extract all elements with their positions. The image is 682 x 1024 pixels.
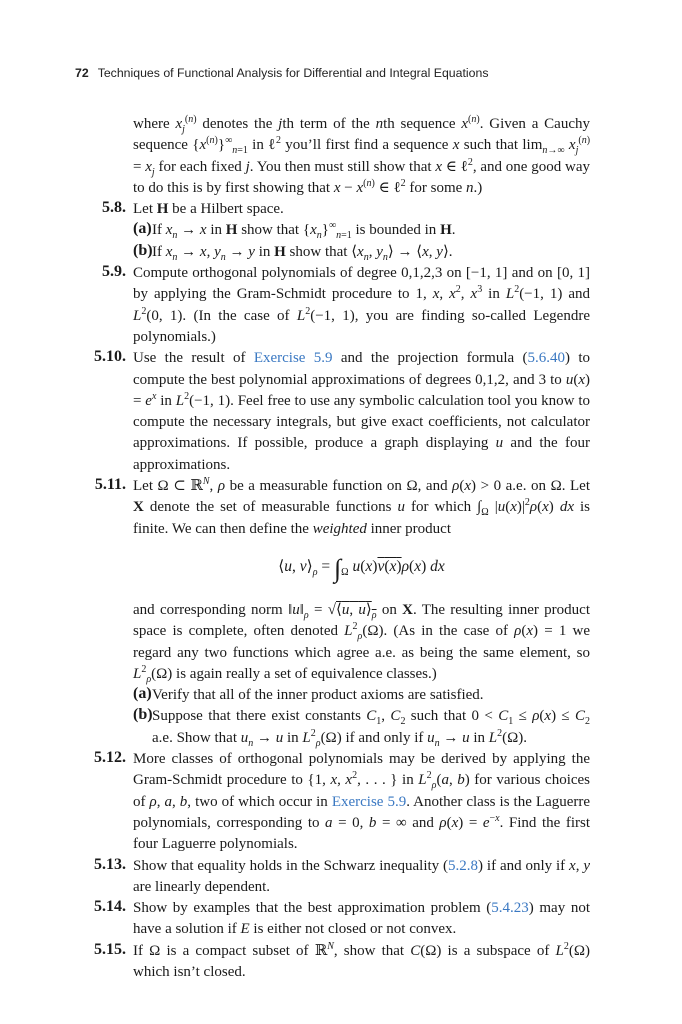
exercise-5-11-continued: and corresponding norm $‖u‖_\rho$ = √⟨u, $u⟩_\rho$ on X. The resulting inner product space is complete, often denoted $L^2_\rho(\Omega)$. (As in the case of ρ(x) = 1 we regard any two functions which agree a.e. as being the same element, so $L^2_\rho(\Omega)$ is again really a set of equivalence classes.) (a) Verify that all of the inner product axioms are satisfied. (b) Suppose that there exist constants $C_1$, $C_2$ such that $0 < C_1 \le \rho(x) \le C_2$ a.e. Show that $u_n \to u$ in $L^2_\rho(\Omega)$ if and only if $u_n \to u$ in $L^2(\Omega)$. (133, 601, 591, 749)
exercise-5-9 (86, 263, 590, 348)
exercise-text: If Ω is a compact subset of ℝ$^N$, show that C(Ω) is a subspace of $L^2(\Omega)$ which isn’t closed. (133, 940, 590, 980)
exercise-link[interactable]: Exercise 5.9 (253, 350, 333, 367)
equation-link[interactable]: 5.4.23 (491, 900, 529, 917)
exercise-text: Let H be a Hilbert space. (133, 201, 284, 218)
exercise-text: Show by examples that the best approximation problem (5.4.23) may not have a solution if E is either not closed or not convex. (133, 900, 591, 938)
exercise-5-12 (86, 749, 590, 855)
exercise-part-b: (b) Suppose that there exist constants $C_1$, $C_2$ such that $0 < C_1 \le \rho(x) \le C_2$ a.e. Show that $u_n \to u$ in $L^2_\rho(\Omega)$ if and only if $u_n \to u$ in $L^2(\Omega)$. (133, 706, 591, 749)
exercise-part-a: (a) If $x_n \to x$ in H show that $\{x_n\}^\infty_{n=1}$ is bounded in H. (133, 220, 456, 242)
exercise-text: Show that equality holds in the Schwarz inequality (5.2.8) if and only if x, y are linearly dependent. (133, 857, 590, 895)
exercise-text: Let Ω ⊂ ℝ$^N$, ρ be a measurable function on Ω, and ρ(x) > 0 a.e. on Ω. Let X denote the set of measurable functions u for which $\int_\Omega$ $|u(x)|^2\rho(x)$ dx is finite. We can then define the weighted inner product (133, 476, 591, 537)
exercise-5-10 (86, 348, 590, 476)
equation-link[interactable]: 5.6.40 (527, 350, 565, 367)
part-label: (b) (133, 241, 153, 259)
exercise-link[interactable]: Exercise 5.9 (331, 793, 407, 810)
book-title: Techniques of Functional Analysis for Differential and Integral Equations (97, 66, 489, 80)
exercise-part-b: (b) If $x_n \to x$, $y_n \to y$ in H show that $⟨x_n$, $y_n⟩$ → ⟨x, y⟩. (133, 241, 453, 263)
exercise-number: 5.10. (94, 348, 126, 366)
exercise-number: 5.9. (102, 263, 126, 281)
part-label: (a) (133, 220, 152, 238)
running-head (75, 66, 488, 80)
exercise-part-a: (a) Verify that all of the inner product axioms are satisfied. (133, 685, 484, 704)
exercise-number: 5.14. (94, 898, 126, 916)
part-label: (b) (133, 706, 153, 724)
exercise-5-13 (86, 856, 590, 899)
exercise-number: 5.11. (94, 476, 126, 494)
exercise-number: 5.15. (94, 940, 126, 958)
exercise-number: 5.13. (94, 855, 126, 873)
paragraph-continuation: where $x_j^{(n)}$ denotes the jth term of the nth sequence $x^{(n)}$. Given a Cauchy sequence $\{x^{(n)}\}^\infty_{n=1}$ in ℓ$^2$ you’ll first find a sequence x such that $\lim_{n\to\infty} x_j^{(n)} = x_j$ for each fixed j. You then must still show that x ∈ ℓ$^2$, and one good way to do this is by first showing that $x - x^{(n)}$ ∈ ℓ$^2$ for some n.) (133, 114, 591, 196)
part-label: (a) (133, 685, 152, 703)
display-equation: ⟨u, $v⟩_\rho = \int_\Omega$ u(x)v(x)ρ(x) dx (278, 553, 445, 583)
exercise-text: Use the result of Exercise 5.9 and the projection formula (5.6.40) to compute the best polynomial approximations of degrees 0,1,2, and 3 to $u(x) = e^x$ in $L^2(-1$, 1). Feel free to use any symbolic calculation tool you know to compute the necessary integrals, but give exact coefficients, not calculator approximations. If possible, produce a graph displaying u and the four approximations. (133, 350, 591, 473)
page-body (86, 114, 590, 983)
exercise-number: 5.12. (94, 749, 126, 767)
exercise-5-11 (86, 476, 590, 540)
exercise-text: More classes of orthogonal polynomials may be derived by applying the Gram-Schmidt procedure to {1, x, $x^2$, . . . } in $L^2_\rho(a$, b) for various choices of ρ, a, b, two of which occur in Exercise 5.9. Another class is the Laguerre polynomials, corresponding to a = 0, b = ∞ and $\rho(x) = e^{-x}$. Find the first four Laguerre polynomials. (133, 751, 591, 853)
page-number: 72 (75, 66, 89, 80)
exercise-5-14 (86, 898, 590, 941)
exercise-text: Compute orthogonal polynomials of degree 0,1,2,3 on [−1, 1] and on [0, 1] by applying the Gram-Schmidt procedure to 1, x, $x^2$, $x^3$ in $L^2(-1$, 1) and $L^2(0$, 1). (In the case of $L^2(-1$, 1), you are finding so-called Legendre polynomials.) (133, 265, 591, 345)
exercise-number: 5.8. (102, 199, 126, 217)
exercise-5-15 (86, 941, 590, 984)
equation-link[interactable]: 5.2.8 (448, 857, 479, 874)
exercise-5-8 (86, 199, 590, 263)
